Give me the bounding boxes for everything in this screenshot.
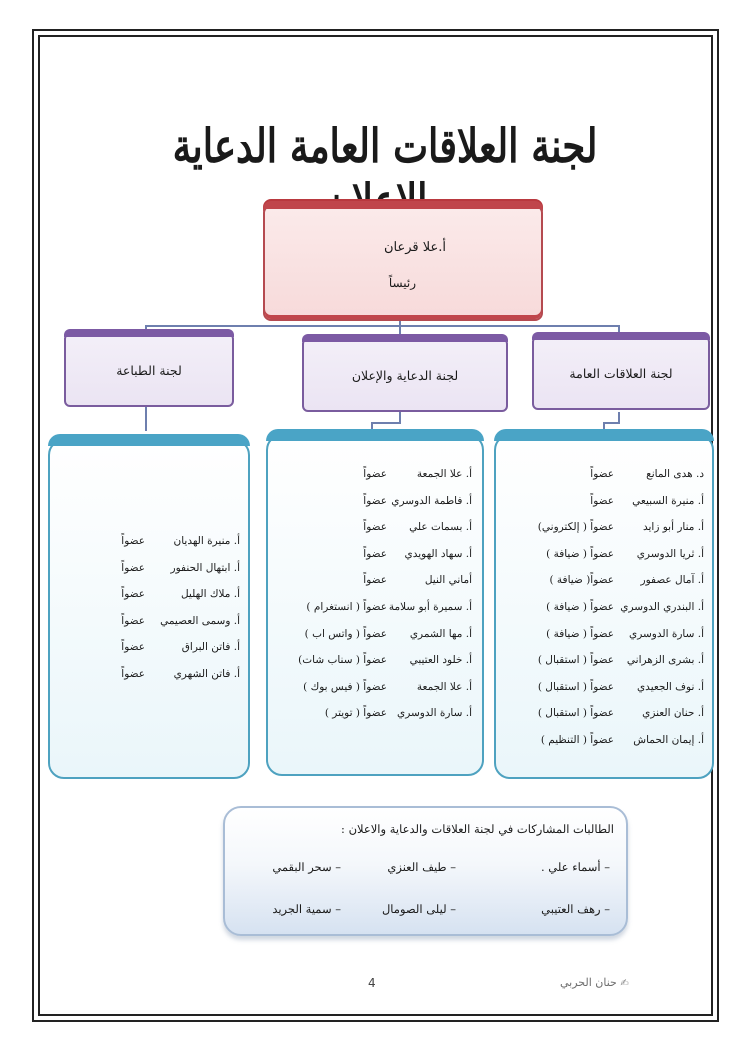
list-item: أ. البندري الدوسري عضواً ( ضيافة ) [546, 600, 704, 613]
list-item: أ. إيمان الحماش عضواً ( التنظيم ) [540, 733, 704, 746]
participants-title: الطالبات المشاركات في لجنة العلاقات والدعاية والاعلان : [341, 822, 614, 836]
list-item: أ. منيرة السبيعي عضواً [590, 494, 704, 507]
participant-name: – سحر البقمي [272, 860, 341, 874]
list-item: أ. سميرة أبو سلامة عضواً ( انستغرام ) [306, 600, 472, 613]
list-item: أ. بسمات علي عضواً [363, 521, 472, 534]
committee-label-public-relations: لجنة العلاقات العامة [569, 366, 673, 381]
list-item: أ. آمال عصفور عضواً( ضيافة ) [549, 574, 704, 587]
participant-name: – أسماء علي . [540, 860, 610, 874]
members-panel-advertising [266, 434, 484, 776]
list-item: أ. بشرى الزهراني عضواً ( استقبال ) [537, 654, 704, 667]
participant-name: – طيف العنزي [387, 860, 456, 874]
connector-horizontal [145, 325, 620, 327]
list-item: أ. سارة الدوسري عضواً ( تويتر ) [324, 707, 472, 720]
participants-box [223, 806, 628, 936]
head-name: أ.علا قرعان [383, 240, 446, 255]
connector-printing-panel [145, 406, 147, 431]
members-list-printing [60, 535, 240, 695]
head-role: رئيساً [388, 276, 416, 290]
list-item: أ. علا الجمعة عضواً ( فيس بوك ) [303, 680, 472, 693]
list-item: د. هدى المانع عضواً [590, 468, 704, 480]
committee-head-box [263, 205, 543, 321]
list-item: أ. ثريا الدوسري عضواً ( ضيافة ) [546, 547, 704, 560]
connector-advertising-panel-h [371, 422, 401, 424]
page-number: 4 [368, 976, 376, 990]
committee-label-advertising: لجنة الدعاية والإعلان [351, 368, 459, 383]
list-item: أ. ملاك الهليل عضواً [121, 588, 240, 601]
committee-box-public-relations [532, 336, 710, 410]
committee-box-advertising [302, 338, 508, 412]
connector-public-relations-panel-h [603, 422, 620, 424]
list-item: أ. منار أبو زايد عضواً ( إلكتروني) [537, 521, 704, 534]
participant-name: – ليلى الصومال [381, 902, 456, 916]
list-item: أ. سارة الدوسري عضواً ( ضيافة ) [546, 627, 704, 640]
list-item: أ. مها الشمري عضواً ( واتس اب ) [304, 627, 472, 640]
list-item: أ. حنان العنزي عضواً ( استقبال ) [537, 707, 704, 720]
pen-icon: ✍ [620, 978, 629, 989]
committee-box-printing [64, 333, 234, 407]
members-panel-public-relations [494, 434, 714, 779]
list-item: أ. سهاد الهويدي عضواً [363, 547, 472, 560]
list-item: أ. ابتهال الحنفور عضواً [121, 561, 240, 574]
footer-author-name: حنان الحربي [560, 976, 617, 989]
page-title: لجنة العلاقات العامة الدعاية [172, 118, 598, 173]
members-list-public-relations [498, 468, 704, 761]
list-item: أ. فاتن البراق عضواً [121, 641, 240, 654]
participant-name: – سمية الجريد [272, 902, 341, 916]
committee-label-printing: لجنة الطباعة [116, 363, 182, 378]
members-panel-printing [48, 439, 250, 779]
list-item: أ. فاطمة الدوسري عضواً [363, 494, 472, 507]
list-item: أ. وسمى العصيمي عضواً [121, 614, 240, 627]
list-item: أ. فاتن الشهري عضواً [121, 667, 240, 680]
list-item: أماني النيل عضواً [363, 574, 472, 587]
members-list-advertising [272, 468, 472, 734]
footer-author [560, 976, 629, 989]
list-item: أ. علا الجمعة عضواً [363, 468, 472, 480]
list-item: أ. خلود العتيبي عضواً ( سناب شات) [298, 654, 472, 667]
participant-name: – رهف العتيبي [541, 902, 610, 916]
list-item: أ. نوف الجعيدي عضواً ( استقبال ) [537, 680, 704, 693]
list-item: أ. منيرة الهديان عضواً [121, 535, 240, 547]
